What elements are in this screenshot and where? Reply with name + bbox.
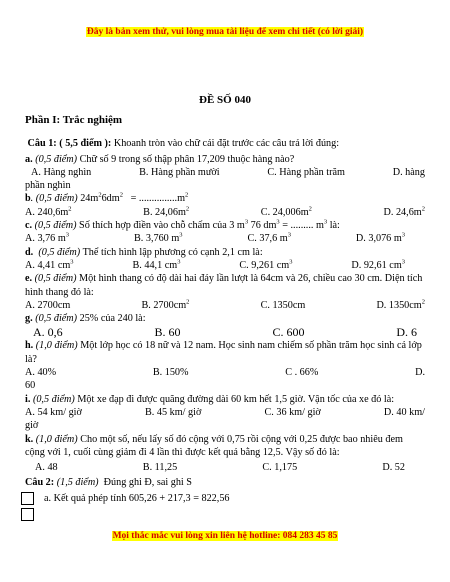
question-a-options bbox=[25, 166, 425, 179]
question-b-text-2: 6dm bbox=[101, 193, 120, 205]
q2-item-b bbox=[21, 508, 421, 521]
question-a-points: (0,5 điểm) bbox=[35, 153, 78, 165]
question-g bbox=[25, 312, 425, 325]
option-h-C[interactable]: C . 66% bbox=[285, 367, 319, 379]
question-k bbox=[25, 433, 425, 460]
option-c-C[interactable] bbox=[247, 232, 290, 245]
q1-heading bbox=[25, 137, 425, 150]
option-b-B[interactable] bbox=[143, 206, 189, 219]
option-b-B-sup: 2 bbox=[185, 205, 190, 213]
option-b-C-sup: 2 bbox=[308, 205, 312, 213]
question-g-text: 25% của 240 là: bbox=[79, 313, 146, 325]
question-d-points: (0,5 điểm) bbox=[38, 246, 81, 258]
question-i-options bbox=[25, 406, 425, 419]
question-b-sup-2: 2 bbox=[119, 192, 123, 200]
option-e-D[interactable] bbox=[376, 299, 425, 312]
question-b-sup-3: 2 bbox=[185, 192, 189, 200]
option-i-B[interactable]: B. 45 km/ giờ bbox=[145, 406, 202, 418]
option-g-A[interactable]: A. 0,6 bbox=[33, 325, 63, 340]
question-k-text: Cho một số, nếu lấy số đó cộng với 0,75 rồi cộng với 0,25 được bao nhiêu đem cộng với 1, cuối cùng giảm đi 4 lần thì được kết quả bằng 12,5. Vậy số đó là: bbox=[25, 433, 403, 458]
option-h-B[interactable]: B. 150% bbox=[152, 367, 189, 379]
question-h-label: h. bbox=[25, 340, 34, 352]
option-c-D[interactable] bbox=[356, 232, 405, 245]
option-c-B-text: B. 3,760 m bbox=[133, 233, 180, 245]
option-e-B[interactable] bbox=[141, 299, 189, 312]
option-a-A[interactable]: A. Hàng nghìn bbox=[31, 166, 92, 178]
question-a-label: a. bbox=[25, 153, 33, 165]
q2-item-a-checkbox[interactable] bbox=[21, 492, 34, 505]
option-i-A[interactable]: A. 54 km/ giờ bbox=[25, 406, 82, 418]
question-c-sup-3: 3 bbox=[323, 218, 328, 226]
option-k-D[interactable]: D. 52 bbox=[382, 462, 405, 474]
option-k-A[interactable]: A. 48 bbox=[35, 462, 58, 474]
option-e-A-text: A. 2700cm bbox=[25, 299, 71, 311]
question-e-options bbox=[25, 299, 425, 312]
question-h-text: Một lớp học có 18 nữ và 12 nam. Học sinh nam chiếm số phần trăm học sinh cả lớp là? bbox=[25, 340, 422, 365]
option-a-B[interactable]: B. Hàng phần mười bbox=[139, 166, 220, 178]
question-g-points: (0,5 điểm) bbox=[35, 313, 78, 325]
option-e-B-text: B. 2700cm bbox=[141, 299, 187, 311]
option-c-B-sup: 3 bbox=[179, 231, 183, 239]
option-d-A-sup: 3 bbox=[70, 258, 74, 266]
hotline-banner bbox=[0, 531, 450, 541]
question-e-label: e. bbox=[25, 273, 33, 285]
option-b-C-text: C. 24,006m bbox=[260, 206, 309, 218]
q2-item-b-checkbox[interactable] bbox=[21, 508, 34, 521]
question-h-options bbox=[25, 366, 425, 379]
question-b-text-3: = ...............m bbox=[130, 193, 185, 205]
option-g-D[interactable]: D. 6 bbox=[396, 325, 417, 340]
q1-instruction: Khoanh tròn vào chữ cái đặt trước các câu trả lời đúng: bbox=[113, 138, 340, 150]
question-c-options bbox=[25, 232, 425, 245]
question-g-options bbox=[25, 325, 425, 339]
q1-points: ( 5,5 điểm ): bbox=[59, 138, 112, 150]
preview-banner bbox=[0, 27, 450, 37]
option-g-B[interactable]: B. 60 bbox=[154, 325, 181, 340]
option-c-C-text: C. 37,6 m bbox=[247, 233, 288, 245]
option-k-B[interactable]: B. 11,25 bbox=[142, 462, 178, 474]
question-d-text: Thể tích hình lập phương có cạnh 2,1 cm là: bbox=[82, 246, 263, 258]
option-i-D-continuation: giờ bbox=[25, 420, 39, 432]
question-e-points: (0,5 điểm) bbox=[34, 273, 77, 285]
question-e-text: Một hình thang có độ dài hai đáy lần lượt là 64cm và 26, chiều cao 30 cm. Diện tích hình thang đó là: bbox=[25, 273, 423, 298]
question-c-text-1: Số thích hợp điền vào chỗ chấm của 3 m bbox=[79, 220, 245, 232]
question-k-points: (1,0 điểm) bbox=[35, 433, 78, 445]
option-d-C-text: C. 9,261 cm bbox=[239, 259, 290, 271]
question-h-points: (1,0 điểm) bbox=[35, 340, 78, 352]
exam-title: ĐỀ SỐ 040 bbox=[199, 94, 251, 106]
option-d-C-sup: 3 bbox=[289, 258, 293, 266]
q2-item-a-text: a. Kết quả phép tính 605,26 + 217,3 = 822,56 bbox=[44, 492, 230, 504]
option-d-A[interactable] bbox=[25, 259, 74, 272]
option-i-D[interactable]: D. 40 km/ bbox=[383, 406, 425, 418]
option-b-D-sup: 2 bbox=[421, 205, 425, 213]
option-d-B-sup: 3 bbox=[177, 258, 181, 266]
option-a-D-continuation: phần nghìn bbox=[25, 180, 71, 192]
question-c bbox=[25, 219, 425, 232]
question-e bbox=[25, 272, 425, 299]
question-h bbox=[25, 339, 425, 366]
q2-label: Câu 2: bbox=[25, 477, 55, 489]
preview-banner-text: Đây là bản xem thử, vui lòng mua tài liệu để xem chi tiết (có lời giải) bbox=[86, 27, 364, 37]
question-b-points: . (0,5 điểm) bbox=[30, 193, 78, 205]
question-k-options bbox=[25, 459, 425, 476]
option-b-D-text: D. 24,6m bbox=[383, 206, 422, 218]
question-c-text-4: là: bbox=[329, 220, 340, 232]
option-d-B[interactable] bbox=[132, 259, 180, 272]
option-d-D-text: D. 92,61 cm bbox=[351, 259, 402, 271]
q1-label: Câu 1: bbox=[27, 138, 57, 150]
option-d-D[interactable] bbox=[351, 259, 405, 272]
option-d-D-sup: 3 bbox=[401, 258, 405, 266]
question-a bbox=[25, 153, 425, 166]
option-h-A[interactable]: A. 40% bbox=[25, 367, 57, 379]
option-e-D-text: D. 1350cm bbox=[376, 299, 422, 311]
option-c-A-text: A. 3,76 m bbox=[25, 233, 66, 245]
question-d-options bbox=[25, 259, 425, 272]
question-c-sup-2: 3 bbox=[276, 218, 280, 226]
exam-content bbox=[25, 112, 425, 521]
option-b-B-text: B. 24,06m bbox=[143, 206, 186, 218]
question-b bbox=[25, 192, 425, 205]
option-c-A-sup: 3 bbox=[65, 231, 69, 239]
hotline-banner-text: Mọi thắc mắc vui lòng xin liên hệ hotline: 084 283 45 85 bbox=[112, 531, 338, 541]
option-b-A-sup: 2 bbox=[68, 205, 72, 213]
option-e-B-sup: 2 bbox=[186, 298, 190, 306]
option-i-C[interactable]: C. 36 km/ giờ bbox=[264, 406, 321, 418]
option-b-D[interactable] bbox=[384, 206, 425, 219]
question-b-options bbox=[25, 206, 425, 219]
question-i-points: (0,5 điểm) bbox=[32, 393, 75, 405]
q2-item-a bbox=[21, 492, 421, 505]
question-c-sup-1: 3 bbox=[244, 218, 249, 226]
question-k-label: k. bbox=[25, 433, 34, 445]
part1-title: Phần I: Trắc nghiệm bbox=[25, 114, 123, 126]
option-k-C[interactable]: C. 1,175 bbox=[262, 462, 298, 474]
option-c-D-text: D. 3,076 m bbox=[355, 233, 402, 245]
option-c-B[interactable] bbox=[134, 232, 183, 245]
option-d-A-text: A. 4,41 cm bbox=[25, 259, 71, 271]
option-e-D-sup: 2 bbox=[421, 298, 425, 306]
option-d-B-text: B. 44,1 cm bbox=[132, 259, 178, 271]
question-c-label: c. bbox=[25, 220, 33, 232]
option-g-C[interactable]: C. 600 bbox=[272, 325, 305, 340]
question-g-label: g. bbox=[25, 313, 33, 325]
option-e-C[interactable] bbox=[261, 299, 306, 312]
option-a-C[interactable]: C. Hàng phần trăm bbox=[267, 166, 345, 178]
option-e-A[interactable] bbox=[25, 299, 70, 312]
option-a-D[interactable]: D. hàng bbox=[392, 166, 425, 178]
question-i-text: Một xe đạp đi được quãng đường dài 60 km hết 1,5 giờ. Vận tốc của xe đó là: bbox=[77, 393, 395, 405]
question-b-text-1: 24m bbox=[80, 193, 99, 205]
question-d bbox=[25, 246, 425, 259]
q2-points: (1,5 điểm) bbox=[56, 477, 99, 489]
q2-instruction: Đúng ghi Đ, sai ghi S bbox=[103, 477, 192, 489]
question-a-text: Chữ số 9 trong số thập phân 17,209 thuộc hàng nào? bbox=[79, 153, 295, 165]
question-d-label: d. bbox=[25, 246, 34, 258]
question-i-label: i. bbox=[25, 393, 31, 405]
question-i bbox=[25, 393, 425, 406]
question-b-label: b bbox=[25, 193, 31, 205]
option-b-C[interactable] bbox=[261, 206, 312, 219]
option-c-A[interactable] bbox=[25, 232, 69, 245]
question-c-points: (0,5 điểm) bbox=[34, 220, 77, 232]
option-h-D[interactable]: D. bbox=[415, 367, 425, 379]
question-b-sup-1: 2 bbox=[98, 192, 102, 200]
option-b-A[interactable] bbox=[25, 206, 72, 219]
option-b-A-text: A. 240,6m bbox=[25, 206, 69, 218]
option-e-C-text: C. 1350cm bbox=[260, 299, 306, 311]
option-d-C[interactable] bbox=[239, 259, 292, 272]
option-c-D-sup: 3 bbox=[401, 231, 405, 239]
question-c-text-3: = ......... m bbox=[282, 220, 324, 232]
question-c-text-2: 76 dm bbox=[250, 220, 277, 232]
q2-heading bbox=[25, 476, 425, 489]
option-h-D-continuation: 60 bbox=[25, 380, 36, 392]
option-c-C-sup: 3 bbox=[287, 231, 291, 239]
